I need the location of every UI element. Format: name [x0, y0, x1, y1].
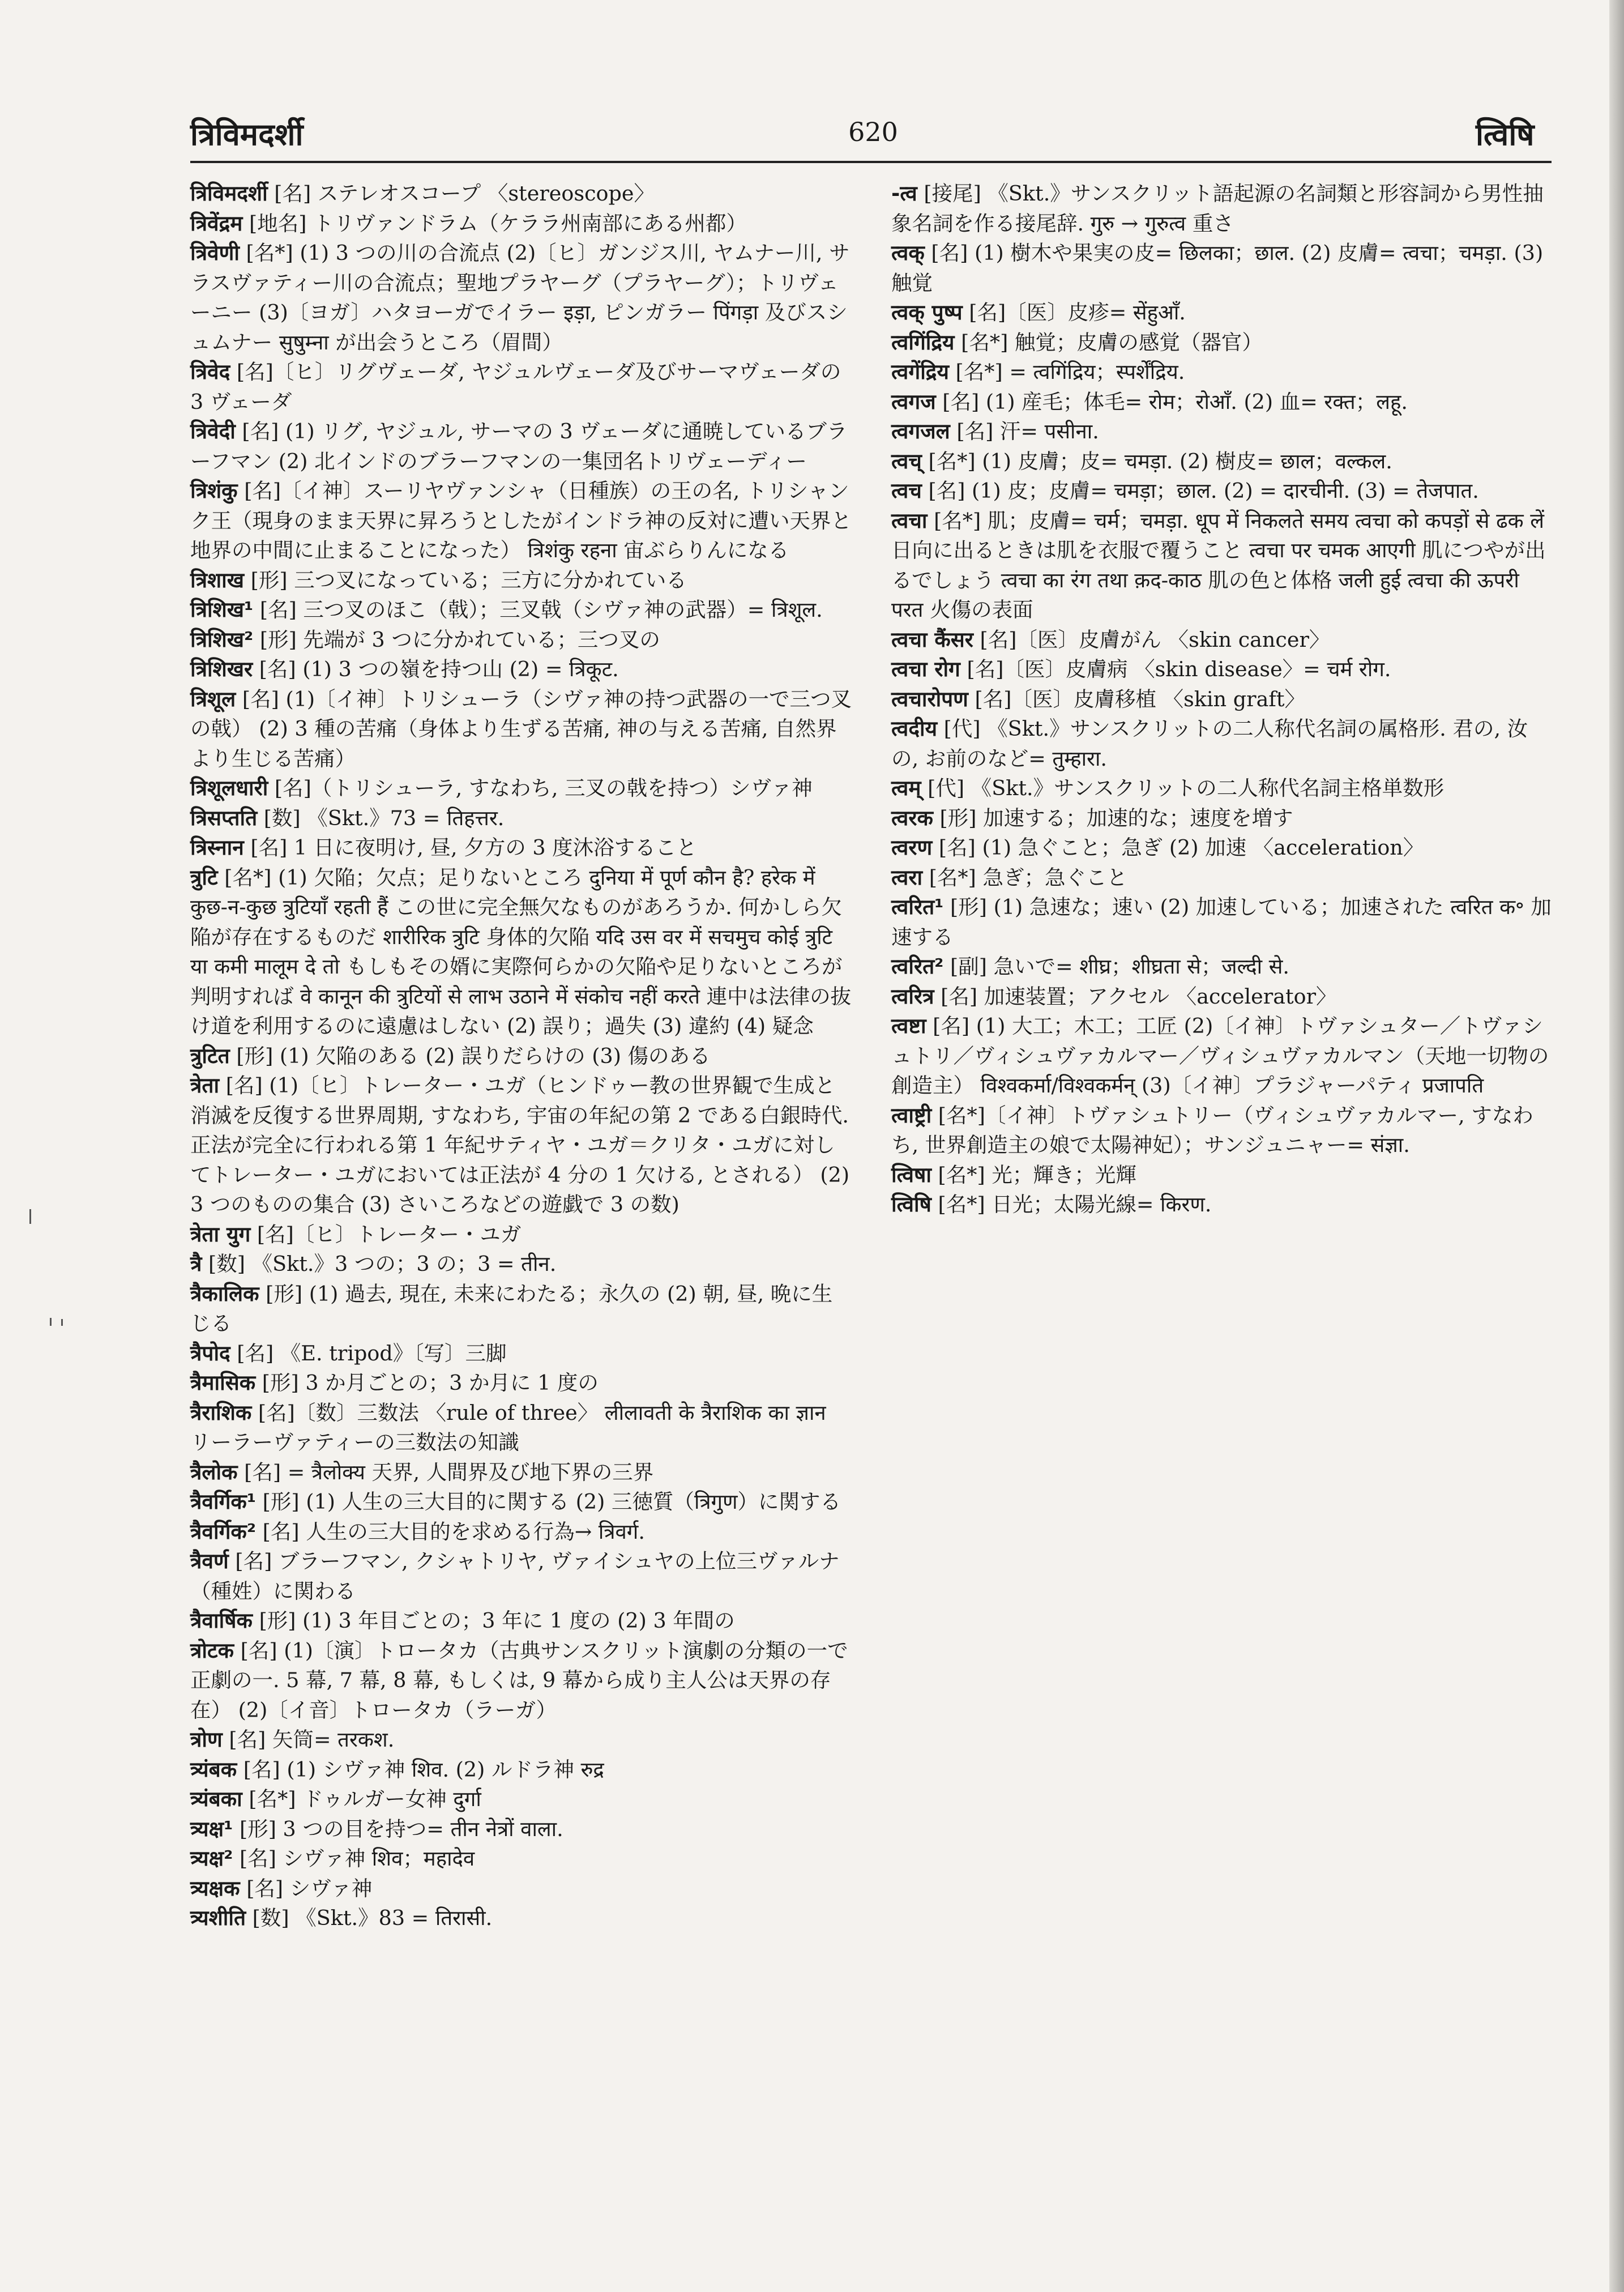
entry-headword: त्रैपोद [190, 1341, 230, 1365]
dictionary-entry [190, 833, 853, 863]
entry-headword: त्रैराशिक [190, 1400, 252, 1425]
entry-definition: [地名] トリヴァンドラム（ケララ州南部にある州都） [242, 211, 747, 236]
dictionary-entry [891, 893, 1554, 952]
scan-speck [50, 1318, 52, 1326]
dictionary-entry [891, 357, 1554, 387]
entry-headword: त्वरित्र [891, 984, 934, 1009]
entry-headword: त्विषि [891, 1192, 931, 1217]
entry-headword: त्रैमासिक [190, 1371, 256, 1395]
dictionary-entry [190, 1815, 853, 1845]
entry-definition: [数] 《Skt.》83 = तिरासी. [246, 1906, 493, 1930]
entry-definition: [代] 《Skt.》サンスクリットの二人称代名詞主格単数形 [921, 776, 1444, 800]
entry-definition: [名*] ドゥルガー女神 दुर्गा [242, 1787, 481, 1811]
entry-headword: त्र्यंबका [190, 1787, 242, 1811]
entry-definition: [名] (1) シヴァ神 शिव. (2) ルドラ神 रुद्र [237, 1757, 604, 1782]
entry-definition: [名] = त्रैलोक्य 天界, 人間界及び地下界の三界 [237, 1459, 654, 1484]
entry-headword: त्रोण [190, 1727, 223, 1752]
left-column [190, 179, 853, 1934]
dictionary-entry [190, 774, 853, 804]
entry-headword: त्वष्टा [891, 1014, 926, 1038]
entry-headword: त्वगेंद्रिय [891, 360, 949, 384]
entry-definition: [名]（トリシューラ, すなわち, 三叉の戟を持つ）シヴァ神 [268, 776, 813, 800]
entry-headword: त्रैवर्गिक² [190, 1519, 257, 1544]
entry-headword: त्रिविमदर्शी [190, 181, 268, 206]
entry-definition: [名] 1 日に夜明け, 昼, 夕方の 3 度沐浴すること [243, 835, 697, 860]
dictionary-entry [190, 209, 853, 239]
entry-definition: [名*] 日光；太陽光線= किरण. [931, 1192, 1212, 1217]
entry-headword: त्वक् [891, 241, 925, 265]
entry-headword: त्रिवेंद्रम [190, 211, 243, 236]
entry-definition: [形] 三つ叉になっている；三方に分かれている [244, 567, 687, 592]
dictionary-entry [190, 1398, 853, 1458]
entry-headword: त्वरित¹ [891, 895, 944, 919]
entry-headword: त्वरण [891, 835, 933, 860]
entry-headword: त्रै [190, 1252, 202, 1276]
entry-headword: त्र्यक्षक [190, 1876, 240, 1901]
entry-headword: त्वक् पुष्प [891, 300, 963, 325]
entry-definition: [名*] (1) 3 つの川の合流点 (2)〔ヒ〕ガンジス川, ヤムナー川, サラスヴァティー川の合流点；聖地プラヤーグ（プラヤーグ）；トリヴェーニー (3)〔ヨガ〕ハタヨーガでイラー इड़ा, ピンガラー पिंगड़ा 及びスシュムナー सुषुम्ना が出会うところ（眉間） [190, 241, 850, 355]
entry-headword: त्रिशूल [190, 686, 236, 711]
entry-definition: [接尾] 《Skt.》サンスクリット語起源の名詞類と形容詞から男性抽象名詞を作る接尾辞. गुरु → गुरुत्व 重さ [891, 181, 1544, 236]
entry-headword: त्वरक [891, 805, 933, 830]
entry-definition: [名] 矢筒= तरकश. [222, 1727, 395, 1752]
entry-definition: [名]〔医〕皮疹= सेंहुआँ. [962, 300, 1186, 325]
dictionary-entry [190, 1636, 853, 1726]
entry-headword: त्वचा [891, 508, 928, 533]
dictionary-entry [891, 833, 1554, 863]
entry-definition: [名] 加速装置；アクセル 〈accelerator〉 [934, 984, 1337, 1009]
entry-headword: त्रेता युग [190, 1222, 251, 1247]
entry-headword: -त्व [891, 181, 917, 206]
entry-definition: [名] シヴァ神 शिव；महादेव [233, 1846, 475, 1871]
entry-definition: [数] 《Skt.》3 つの；3 の；3 = तीन. [202, 1252, 557, 1276]
dictionary-entry [891, 774, 1554, 804]
entry-headword: त्रैकालिक [190, 1281, 259, 1306]
entry-headword: त्वच [891, 479, 922, 503]
entry-headword: त्वगिंद्रिय [891, 330, 955, 355]
entry-headword: त्रिवेदी [190, 419, 236, 443]
dictionary-entry [190, 1844, 853, 1874]
entry-definition: [名*]〔イ神〕トヴァシュトリー（ヴィシュヴァカルマー, すなわち, 世界創造主の娘で太陽神妃）；サンジュニャー= संज्ञा. [891, 1103, 1533, 1157]
entry-definition: [代] 《Skt.》サンスクリットの二人称代名詞の属格形. 君の, 汝の, お前のなど= तुम्हारा. [891, 716, 1528, 771]
entry-definition: [名*] (1) 欠陥；欠点；足りないところ दुनिया में पूर्ण कौन है? हरेक में कुछ-न-कुछ त्रुटियाँ रहती हैं この世に完全無欠なものがあろうか. 何かしら欠陥が存在するものだ शारीरिक त्रुटि 身体的欠陥 यदि उस वर में सचमुच कोई त्रुटि या कमी मालूम दे तो もしもその婿に実際何らかの欠陥や足りないところが判明すれば वे कानून की त्रुटियों से लाभ उठाने में संकोच नहीं करते 連中は法律の抜け道を利用するのに遠慮はしない (2) 誤り；過失 (3) 違約 (4) 疑念 [190, 865, 852, 1038]
dictionary-entry [891, 387, 1554, 417]
entry-headword: त्रिवेद [190, 360, 230, 384]
dictionary-entry [891, 179, 1554, 238]
dictionary-entry [891, 982, 1554, 1012]
entry-headword: त्वरा [891, 865, 923, 890]
dictionary-entry [190, 1487, 853, 1517]
dictionary-entry [891, 625, 1554, 655]
entry-definition: [名] (1) 皮；皮膚= चमड़ा；छाल. (2) = दारचीनी. (3) = तेजपात. [921, 479, 1479, 503]
entry-headword: त्रैवर्ण [190, 1549, 229, 1573]
entry-definition: [形] 3 か月ごとの；3 か月に 1 度の [255, 1371, 599, 1395]
entry-definition: [名*] = त्वगिंद्रिय；स्पर्शेंद्रिय. [948, 360, 1185, 384]
entry-definition: [形] (1) 人生の三大目的に関する (2) 三徳質（त्रिगुण）に関する [256, 1489, 841, 1514]
running-head-first-word: त्रिविमदर्शी [190, 116, 304, 152]
entry-definition: [名*] 肌；皮膚= चर्म；चमड़ा. धूप में निकलते समय त्वचा को कपड़ों से ढक लें 日向に出るときは肌を衣服で覆うこと त्वचा पर चमक आएगी 肌につやが出るでしょう त्वचा का रंग तथा क़द-काठ 肌の色と体格 जली हुई त्वचा की ऊपरी परत 火傷の表面 [891, 508, 1546, 622]
entry-definition: [形] (1) 3 年目ごとの；3 年に 1 度の (2) 3 年間の [252, 1608, 735, 1633]
entry-headword: त्रिशिख² [190, 627, 254, 652]
entry-definition: [名] ブラーフマン, クシャトリヤ, ヴァイシュヤの上位三ヴァルナ（種姓）に関わる [190, 1549, 840, 1603]
entry-headword: त्र्यशीति [190, 1906, 246, 1930]
dictionary-entry [190, 1606, 853, 1636]
entry-headword: त्वाष्ट्री [891, 1103, 932, 1128]
entry-headword: त्वच् [891, 449, 922, 473]
dictionary-entry [190, 1458, 853, 1488]
entry-definition: [名] (1) 樹木や果実の皮= छिलका；छाल. (2) 皮膚= त्वचा；चमड़ा. (3) 触覚 [891, 241, 1544, 295]
dictionary-entry [190, 1220, 853, 1250]
dictionary-entry [190, 1903, 853, 1934]
dictionary-entry [190, 1249, 853, 1279]
dictionary-entry [891, 1160, 1554, 1190]
dictionary-entry [190, 655, 853, 685]
entry-definition: [名] (1)〔イ神〕トリシューラ（シヴァ神の持つ武器の一で三つ叉の戟） (2) 3 種の苦痛（身体より生ずる苦痛, 神の与える苦痛, 自然界より生じる苦痛） [190, 686, 852, 771]
entry-definition: [名]〔ヒ〕リグヴェーダ, ヤジュルヴェーダ及びサーマヴェーダの 3 ヴェーダ [190, 360, 841, 414]
entry-definition: [名] ステレオスコープ 〈stereoscope〉 [267, 181, 655, 206]
entry-definition: [形] 先端が 3 つに分かれている；三つ叉の [253, 627, 660, 652]
dictionary-entry [891, 238, 1554, 298]
entry-headword: त्रिशिखर [190, 657, 253, 681]
entry-headword: त्रिस्नान [190, 835, 244, 860]
dictionary-entry [190, 1755, 853, 1785]
entry-definition: [名]〔数〕三数法 〈rule of three〉 लीलावती के त्रैराशिक का ज्ञान リーラーヴァティーの三数法の知識 [190, 1400, 826, 1454]
entry-headword: त्रैवार्षिक [190, 1608, 253, 1633]
entry-definition: [形] 3 つの目を持つ= तीन नेत्रों वाला. [233, 1816, 563, 1841]
running-head-last-word: त्विषि [1476, 116, 1535, 152]
page-edge-shadow [1609, 0, 1624, 2292]
entry-headword: त्रेता [190, 1073, 220, 1098]
dictionary-entry [891, 298, 1554, 328]
dictionary-entry [190, 1042, 853, 1072]
dictionary-entry [891, 1190, 1554, 1220]
entry-definition: [名]〔医〕皮膚移植 〈skin graft〉 [968, 686, 1306, 711]
entry-definition: [副] 急いで= शीघ्र；शीघ्रता से；जल्दी से. [943, 954, 1290, 979]
entry-headword: त्वचा रोग [891, 657, 960, 681]
dictionary-entry [190, 1368, 853, 1398]
dictionary-entry [891, 476, 1554, 506]
dictionary-entry [190, 1547, 853, 1606]
dictionary-entry [891, 863, 1554, 893]
entry-definition: [名] シヴァ神 [240, 1876, 373, 1901]
entry-headword: त्रिसप्तति [190, 805, 258, 830]
dictionary-entry [891, 506, 1554, 625]
entry-headword: त्वरित² [891, 954, 944, 979]
entry-definition: [名]〔医〕皮膚病 〈skin disease〉= चर्म रोग. [960, 657, 1391, 681]
entry-definition: [名] 《E. tripod》〔写〕三脚 [230, 1341, 507, 1365]
entry-headword: त्वचारोपण [891, 686, 968, 711]
entry-definition: [名] (1) 急ぐこと；急ぎ (2) 加速 〈acceleration〉 [932, 835, 1424, 860]
dictionary-entry [190, 1785, 853, 1815]
entry-headword: त्रिशाख [190, 567, 245, 592]
entry-definition: [数] 《Skt.》73 = तिहत्तर. [257, 805, 505, 830]
entry-definition: [名] (1) 産毛；体毛= रोम；रोआँ. (2) 血= रक्त；लहू. [935, 389, 1408, 414]
entry-definition: [名] (1)〔ヒ〕トレーター・ユガ（ヒンドゥー教の世界観で生成と消滅を反復する世界周期, すなわち, 宇宙の年紀の第 2 である白銀時代. 正法が完全に行われる第 1 年紀サティヤ・ユガ＝クリタ・ユガに対してトレーター・ユガにおいては正法が 4 分の 1 欠ける, とされる） (2) 3 つのものの集合 (3) さいころなどの遊戯で 3 の数) [190, 1073, 850, 1217]
dictionary-entry [190, 595, 853, 625]
entry-headword: त्वचा कैंसर [891, 627, 973, 652]
entry-definition: [名] (1) 3 つの嶺を持つ山 (2) = त्रिकूट. [253, 657, 619, 681]
dictionary-entry [891, 417, 1554, 447]
entry-headword: त्रुटि [190, 865, 218, 890]
dictionary-entry [891, 804, 1554, 834]
entry-definition: [形] 加速する；加速的な；速度を増す [933, 805, 1293, 830]
right-column [891, 179, 1554, 1220]
dictionary-entry [190, 417, 853, 476]
entry-headword: त्र्यंबक [190, 1757, 237, 1782]
entry-headword: त्वम् [891, 776, 921, 800]
entry-headword: त्रिशूलधारी [190, 776, 268, 800]
entry-definition: [名]〔医〕皮膚がん 〈skin cancer〉 [973, 627, 1330, 652]
entry-headword: त्रुटित [190, 1043, 230, 1068]
page-number: 620 [848, 117, 898, 147]
entry-definition: [形] (1) 急速な；速い (2) 加速している；加速された त्वरित क॰ 加速する [891, 895, 1552, 949]
scan-speck [29, 1209, 31, 1224]
entry-headword: त्रैलोक [190, 1459, 238, 1484]
header-rule [190, 161, 1552, 163]
dictionary-entry [190, 625, 853, 655]
entry-headword: त्रोटक [190, 1638, 234, 1663]
dictionary-entry [891, 714, 1554, 774]
dictionary-entry [190, 179, 853, 209]
dictionary-entry [190, 1517, 853, 1547]
dictionary-entry [190, 566, 853, 596]
dictionary-entry [190, 357, 853, 417]
dictionary-entry [190, 863, 853, 1042]
entry-definition: [名*] 急ぎ；急ぐこと [922, 865, 1128, 890]
entry-headword: त्रिशिख¹ [190, 597, 254, 622]
entry-headword: त्वदीय [891, 716, 938, 741]
entry-headword: त्रिशंकु [190, 479, 238, 503]
dictionary-entry [190, 1725, 853, 1755]
dictionary-entry [891, 1101, 1554, 1160]
entry-definition: [名]〔ヒ〕トレーター・ユガ [250, 1222, 522, 1247]
entry-definition: [名] (1) 大工；木工；工匠 (2)〔イ神〕トヴァシュター／トヴァシュトリ／ヴィシュヴァカルマー／ヴィシュヴァカルマン（天地一切物の創造主） विश्वकर्मा/विश्वकर्मन् (3)〔イ神〕プラジャーパティ प्रजापति [891, 1014, 1549, 1098]
dictionary-entry [891, 328, 1554, 358]
entry-definition: [形] (1) 過去, 現在, 未来にわたる；永久の (2) 朝, 昼, 晩に生じる [190, 1281, 833, 1335]
dictionary-entry [891, 1011, 1554, 1101]
scan-speck [61, 1319, 63, 1326]
dictionary-entry [891, 655, 1554, 685]
entry-headword: त्र्यक्ष¹ [190, 1816, 233, 1841]
entry-definition: [名] 人生の三大目的を求める行為→ त्रिवर्ग. [256, 1519, 645, 1544]
dictionary-entry [891, 952, 1554, 982]
entry-headword: त्रैवर्गिक¹ [190, 1489, 257, 1514]
dictionary-entry [891, 685, 1554, 715]
entry-definition: [名] 三つ叉のほこ（戟）；三叉戟（シヴァ神の武器）= त्रिशूल. [253, 597, 823, 622]
dictionary-entry [190, 804, 853, 834]
dictionary-entry [190, 685, 853, 774]
entry-headword: त्र्यक्ष² [190, 1846, 233, 1871]
entry-definition: [形] (1) 欠陥のある (2) 誤りだらけの (3) 傷のある [229, 1043, 711, 1068]
entry-headword: त्वगजल [891, 419, 950, 443]
entry-headword: त्वगज [891, 389, 936, 414]
dictionary-entry [190, 238, 853, 357]
dictionary-entry [190, 476, 853, 566]
dictionary-entry [190, 1874, 853, 1904]
entry-headword: त्रिवेणी [190, 241, 240, 265]
dictionary-entry [190, 1071, 853, 1220]
entry-definition: [名*] (1) 皮膚；皮= चमड़ा. (2) 樹皮= छाल；वल्कल. [921, 449, 1392, 473]
entry-definition: [名]〔イ神〕スーリヤヴァンシャ（日種族）の王の名, トリシャンク王（現身のまま天界に昇ろうとしたがインドラ神の反対に遭い天界と地界の中間に止まることになった） त्रिशंकु रहना 宙ぶらりんになる [190, 479, 852, 562]
entry-definition: [名] (1)〔演〕トロータカ（古典サンスクリット演劇の分類の一で正劇の一. 5 幕, 7 幕, 8 幕, もしくは, 9 幕から成り主人公は天界の存在） (2)〔イ音〕トロータカ（ラーガ） [190, 1638, 848, 1722]
dictionary-entry [190, 1339, 853, 1369]
entry-definition: [名] 汗= पसीना. [950, 419, 1099, 443]
entry-definition: [名] (1) リグ, ヤジュル, サーマの 3 ヴェーダに通暁しているブラーフマン (2) 北インドのブラーフマンの一集団名トリヴェーディー [190, 419, 848, 473]
dictionary-entry [891, 447, 1554, 477]
dictionary-entry [190, 1279, 853, 1339]
entry-definition: [名*] 光；輝き；光輝 [931, 1162, 1136, 1187]
entry-definition: [名*] 触覚；皮膚の感覚（器官） [954, 330, 1263, 355]
entry-headword: त्विषा [891, 1162, 931, 1187]
